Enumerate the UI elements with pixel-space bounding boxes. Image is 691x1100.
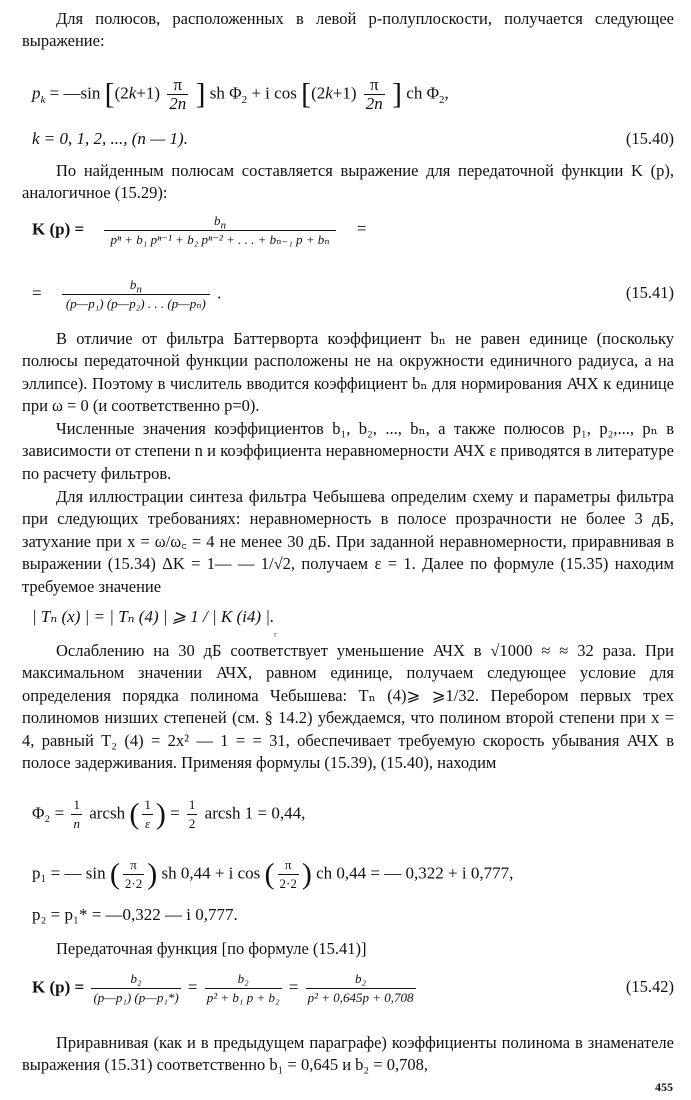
equation-number-15-40: (15.40): [625, 129, 674, 148]
equation-phi2: Φ₂ = $\frac{1}{n}$ arcsh ( $\frac{1}{\varepsilon}$ ) = $\frac{1}{2}$ arcsh 1 = 0,44,: [32, 797, 306, 831]
equation-15-41-second: = $\frac{b_n}{\text{(p—p₁) (p—p₂) . . . (p—pₙ)}}$ . (15.41): [32, 277, 674, 311]
equation-15-42: K (p) = $\frac{\text{b₂}}{\text{(p—p₁) (p—p₁*)}}$ = $\frac{\text{b₂}}{\text{p² + b₁ p + b₂}}$ = $\frac{\text{b₂}}{\text{p² + 0,645p + 0,708}}$ (15.42): [32, 971, 674, 1005]
eq7-frac-2: $\frac{\text{b₂}}{\text{p² + b₁ p + b₂}}$: [206, 971, 280, 1005]
paragraph-transfer-function: По найденным полюсам составляется выражение для передаточной функции K (p), аналогичное (15.29):: [22, 161, 674, 203]
eq5-frac-2: $\frac{\pi}{2\cdot 2}$: [279, 857, 297, 891]
eq7-lhs: K (p) =: [32, 977, 85, 997]
eq2-equals: =: [356, 219, 367, 239]
eq1-lhs-sub: k: [40, 93, 46, 106]
eq4-frac-half: $\frac{1}{2}$: [188, 797, 196, 831]
eq1-frac-1: $\frac{\pi}{2n}$: [169, 75, 187, 113]
equation-15-40: $p_k$ = —sin [(2k+1) $\frac{\pi}{2n}$ ] sh $\Phi_2 + i$ cos [(2k+1) $\frac{\pi}{2n}$ ] ch $\Phi_2$,: [32, 75, 449, 113]
paragraph-coefficients: Численные значения коэффициентов b₁, b₂, ..., bₙ, а также полюсов p₁, p₂,..., pₙ в зависимости от степени n и коэффициента неравномерности АЧХ ε приводятся в литературе по расчету фильтров.: [22, 419, 674, 483]
eq1-k-values: k = 0, 1, 2, ..., (n — 1).: [32, 129, 188, 148]
eq4-lhs: Φ₂ =: [32, 803, 65, 823]
equation-p2: p₂ = p₁* = —0,322 — i 0,777.: [32, 905, 238, 924]
eq4-frac-1-n: $\frac{1}{n}$: [73, 797, 80, 831]
equation-number-15-41: (15.41): [625, 283, 674, 302]
paragraph-chebyshev-example: Для иллюстрации синтеза фильтра Чебышева определим схему и параметры фильтра при следующих требованиях: неравномерность в полосе прозрачности не более 3 дБ, затухание при x = ω/ω꜀ = 4 не менее 30 дБ. При заданной неравномерности, приравнивая в выражении (15.34) ΔK = 1— — 1/√2, получаем ε = 1. Далее по формуле (15.35) находим требуемое значение: [22, 487, 674, 596]
eq2-lhs: K (p) =: [32, 219, 85, 239]
eq5-frac-1: $\frac{\pi}{2\cdot 2}$: [124, 857, 143, 891]
equation-15-40-k-line: [32, 128, 674, 150]
eq1-sh: sh Φ: [209, 83, 242, 103]
stray-mark: r: [274, 630, 277, 639]
paragraph-left-poles: Для полюсов, расположенных в левой p-полуплоскости, получается следующее выражение:: [22, 9, 674, 51]
eq1-frac-2: $\frac{\pi}{2n}$: [365, 75, 383, 113]
eq1-cos: + i cos: [251, 83, 297, 103]
eq7-frac-1: $\frac{\text{b₂}}{\text{(p—p₁) (p—p₁*)}}$: [93, 971, 179, 1005]
eq5-lhs: p₁ = — sin: [32, 863, 106, 883]
paragraph-attenuation: Ослаблению на 30 дБ соответствует уменьшение АЧХ в √1000 ≈ ≈ 32 раза. При максимальном значении АЧХ, равном единице, получаем следующее условие для определения порядка полинома Чебышева: Tₙ (4)⩾ ⩾1/32. Перебором первых трех полиномов низших степеней (см. § 14.2) убеждаемся, что полином второй степени при x = 4, равный T₂ (4) = 2x² — 1 = = 31, обеспечивает требуемую скорость убывания АЧХ в полосе задерживания. Применяя формулы (15.39), (15.40), находим: [22, 641, 674, 773]
eq1-ch: ch Φ: [406, 83, 440, 103]
paragraph-butterworth-difference: В отличие от фильтра Баттерворта коэффициент bₙ не равен единице (поскольку полюсы передаточной функции расположены не на окружности единичного радиуса, а на эллипсе). Поэтому в числитель вводится коэффициент bₙ для нормирования АЧХ к единице при ω = 0 (и соответственно p=0).: [22, 329, 674, 416]
paragraph-coefficients-equate: Приравнивая (как и в предыдущем параграфе) коэффициенты полинома в знаменателе выражения (15.31) соответственно b₁ = 0,645 и b₂ = 0,708,: [22, 1033, 674, 1075]
eq4-frac-1-eps: $\frac{1}{\varepsilon}$: [144, 797, 151, 831]
eq2-frac-2: $\frac{b_n}{\text{(p—p₁) (p—p₂) . . . (p—pₙ)}}$: [62, 276, 210, 313]
equation-chebyshev-condition: | Tₙ (x) | = | Tₙ (4) | ⩾ 1 / | K (i4) |.: [32, 607, 275, 626]
paragraph-transfer-formula: Передаточная функция [по формуле (15.41)]: [56, 939, 367, 958]
equation-15-41-first: [32, 212, 674, 249]
page-number: 455: [655, 1080, 673, 1094]
equation-p1: p₁ = — sin ( $\frac{\pi}{2\cdot 2}$ ) sh 0,44 + i cos ( $\frac{\pi}{2\cdot 2}$ ) ch 0,44 = — 0,322 + i 0,777,: [32, 857, 514, 891]
eq1-sin: = —sin: [49, 83, 101, 103]
eq2-frac-1: $\frac{b_n}{\text{pⁿ + b₁ pⁿ⁻¹ + b₂ pⁿ⁻² + . . . + bₙ₋₁ p + bₙ}}$: [104, 212, 335, 249]
eq7-frac-3: $\frac{\text{b₂}}{\text{p² + 0,645p + 0,708}}$: [307, 971, 414, 1005]
eq1-lhs: p: [32, 83, 41, 103]
equation-number-15-42: (15.42): [625, 977, 674, 996]
